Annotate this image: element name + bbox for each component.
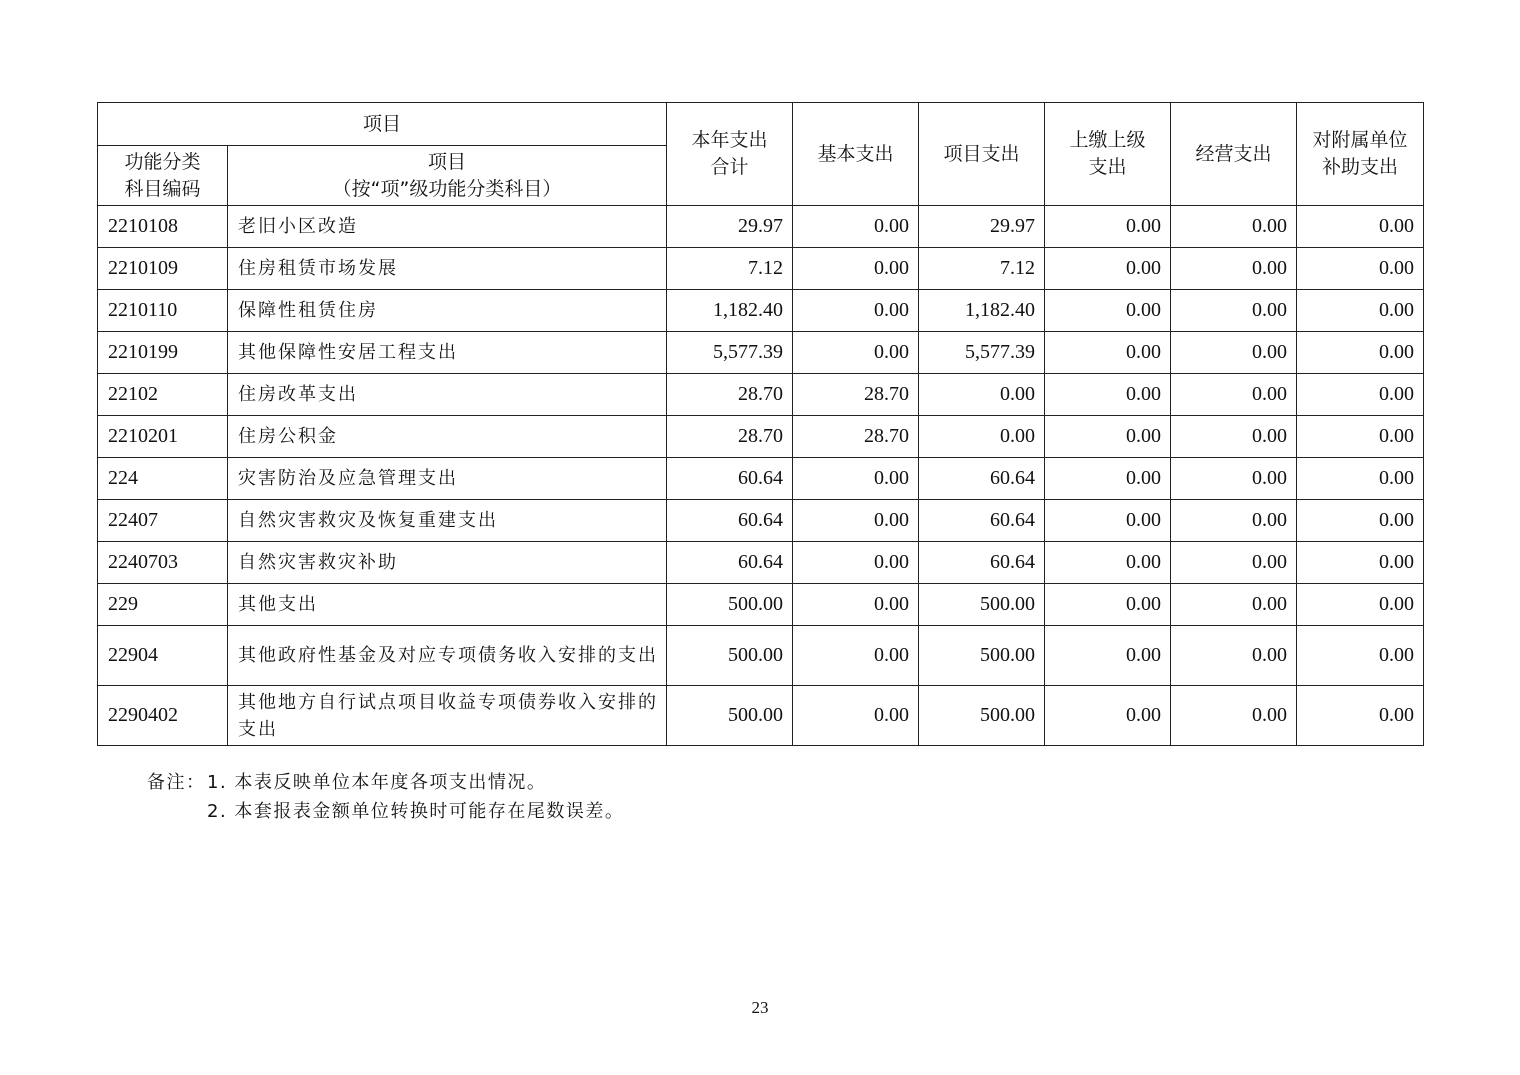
cell-basic: 0.00 (793, 458, 919, 500)
cell-business: 0.00 (1171, 626, 1297, 686)
cell-code: 2210109 (98, 248, 228, 290)
cell-name: 自然灾害救灾补助 (228, 542, 667, 584)
header-upper-line1: 上缴上级 (1069, 129, 1146, 151)
cell-basic: 0.00 (793, 542, 919, 584)
cell-total: 1,182.40 (667, 290, 793, 332)
header-project-expense: 项目支出 (919, 103, 1045, 206)
cell-total: 60.64 (667, 500, 793, 542)
cell-project: 60.64 (919, 458, 1045, 500)
cell-code: 229 (98, 584, 228, 626)
table-row (98, 500, 1424, 542)
cell-code: 22904 (98, 626, 228, 686)
cell-name: 住房改革支出 (228, 374, 667, 416)
cell-business: 0.00 (1171, 416, 1297, 458)
cell-business: 0.00 (1171, 686, 1297, 746)
cell-project: 60.64 (919, 542, 1045, 584)
table-row (98, 290, 1424, 332)
page-number: 23 (751, 998, 769, 1017)
cell-project: 7.12 (919, 248, 1045, 290)
cell-subsidy: 0.00 (1297, 416, 1424, 458)
cell-total: 28.70 (667, 416, 793, 458)
cell-project: 500.00 (919, 584, 1045, 626)
cell-upper: 0.00 (1045, 248, 1171, 290)
cell-code: 2210199 (98, 332, 228, 374)
cell-total: 5,577.39 (667, 332, 793, 374)
cell-business: 0.00 (1171, 500, 1297, 542)
cell-total: 28.70 (667, 374, 793, 416)
table-row (98, 248, 1424, 290)
cell-business: 0.00 (1171, 206, 1297, 248)
header-code (98, 146, 228, 206)
cell-name: 老旧小区改造 (228, 206, 667, 248)
cell-name: 灾害防治及应急管理支出 (228, 458, 667, 500)
cell-project: 0.00 (919, 416, 1045, 458)
cell-project: 500.00 (919, 686, 1045, 746)
table-row (98, 416, 1424, 458)
header-business: 经营支出 (1171, 103, 1297, 206)
cell-code: 22407 (98, 500, 228, 542)
cell-total: 500.00 (667, 686, 793, 746)
note-line-1 (147, 768, 624, 797)
cell-upper: 0.00 (1045, 206, 1171, 248)
cell-basic: 0.00 (793, 248, 919, 290)
cell-name: 保障性租赁住房 (228, 290, 667, 332)
cell-project: 1,182.40 (919, 290, 1045, 332)
cell-project: 500.00 (919, 626, 1045, 686)
header-total-line1: 本年支出 (691, 129, 768, 151)
cell-subsidy: 0.00 (1297, 248, 1424, 290)
header-subsidy-line1: 对附属单位 (1312, 129, 1408, 151)
cell-business: 0.00 (1171, 248, 1297, 290)
cell-subsidy: 0.00 (1297, 584, 1424, 626)
header-upper (1045, 103, 1171, 206)
cell-total: 60.64 (667, 458, 793, 500)
cell-subsidy: 0.00 (1297, 290, 1424, 332)
cell-name: 自然灾害救灾及恢复重建支出 (228, 500, 667, 542)
cell-business: 0.00 (1171, 374, 1297, 416)
cell-basic: 0.00 (793, 626, 919, 686)
table-row (98, 332, 1424, 374)
header-name-line2: （按“项”级功能分类科目） (332, 177, 562, 200)
cell-business: 0.00 (1171, 542, 1297, 584)
cell-code: 2210201 (98, 416, 228, 458)
cell-code: 22102 (98, 374, 228, 416)
cell-project: 29.97 (919, 206, 1045, 248)
cell-basic: 0.00 (793, 686, 919, 746)
table-row (98, 626, 1424, 686)
cell-business: 0.00 (1171, 290, 1297, 332)
cell-upper: 0.00 (1045, 416, 1171, 458)
cell-basic: 0.00 (793, 332, 919, 374)
cell-subsidy: 0.00 (1297, 542, 1424, 584)
cell-business: 0.00 (1171, 332, 1297, 374)
cell-total: 500.00 (667, 584, 793, 626)
cell-project: 5,577.39 (919, 332, 1045, 374)
header-subsidy (1297, 103, 1424, 206)
cell-upper: 0.00 (1045, 542, 1171, 584)
header-code-line1: 功能分类 (124, 150, 201, 173)
cell-project: 60.64 (919, 500, 1045, 542)
note-2: 2. 本套报表金额单位转换时可能存在尾数误差。 (207, 801, 625, 822)
cell-upper: 0.00 (1045, 374, 1171, 416)
notes (147, 768, 624, 826)
cell-total: 7.12 (667, 248, 793, 290)
cell-upper: 0.00 (1045, 332, 1171, 374)
cell-basic: 28.70 (793, 416, 919, 458)
cell-total: 60.64 (667, 542, 793, 584)
cell-name: 住房公积金 (228, 416, 667, 458)
cell-subsidy: 0.00 (1297, 686, 1424, 746)
cell-upper: 0.00 (1045, 500, 1171, 542)
cell-code: 2210108 (98, 206, 228, 248)
cell-name: 其他地方自行试点项目收益专项债券收入安排的支出 (228, 686, 667, 746)
cell-subsidy: 0.00 (1297, 374, 1424, 416)
cell-basic: 28.70 (793, 374, 919, 416)
cell-total: 29.97 (667, 206, 793, 248)
cell-basic: 0.00 (793, 206, 919, 248)
cell-basic: 0.00 (793, 500, 919, 542)
cell-upper: 0.00 (1045, 458, 1171, 500)
header-basic: 基本支出 (793, 103, 919, 206)
cell-subsidy: 0.00 (1297, 332, 1424, 374)
cell-subsidy: 0.00 (1297, 206, 1424, 248)
cell-code: 2290402 (98, 686, 228, 746)
notes-label: 备注： (147, 772, 206, 793)
cell-business: 0.00 (1171, 458, 1297, 500)
cell-name: 其他支出 (228, 584, 667, 626)
cell-code: 2240703 (98, 542, 228, 584)
note-line-2 (147, 797, 624, 826)
cell-subsidy: 0.00 (1297, 626, 1424, 686)
table-row (98, 584, 1424, 626)
header-upper-line2: 支出 (1088, 156, 1127, 178)
note-1: 1. 本表反映单位本年度各项支出情况。 (207, 772, 547, 793)
cell-code: 2210110 (98, 290, 228, 332)
header-name-line1: 项目 (428, 150, 467, 173)
cell-project: 0.00 (919, 374, 1045, 416)
table-row (98, 206, 1424, 248)
cell-total: 500.00 (667, 626, 793, 686)
header-name (228, 146, 667, 206)
table-body (98, 206, 1424, 746)
header-total-line2: 合计 (710, 156, 749, 178)
cell-upper: 0.00 (1045, 686, 1171, 746)
table-row (98, 374, 1424, 416)
table-row (98, 686, 1424, 746)
cell-code: 224 (98, 458, 228, 500)
cell-subsidy: 0.00 (1297, 500, 1424, 542)
header-code-line2: 科目编码 (124, 177, 201, 200)
header-project-group: 项目 (98, 103, 667, 146)
cell-business: 0.00 (1171, 584, 1297, 626)
cell-name: 其他政府性基金及对应专项债务收入安排的支出 (228, 626, 667, 686)
cell-name: 其他保障性安居工程支出 (228, 332, 667, 374)
cell-name: 住房租赁市场发展 (228, 248, 667, 290)
expenditure-table (97, 102, 1424, 746)
cell-upper: 0.00 (1045, 290, 1171, 332)
header-subsidy-line2: 补助支出 (1322, 156, 1399, 178)
cell-upper: 0.00 (1045, 584, 1171, 626)
header-total (667, 103, 793, 206)
cell-subsidy: 0.00 (1297, 458, 1424, 500)
cell-upper: 0.00 (1045, 626, 1171, 686)
table-row (98, 458, 1424, 500)
cell-basic: 0.00 (793, 584, 919, 626)
table-row (98, 542, 1424, 584)
cell-basic: 0.00 (793, 290, 919, 332)
